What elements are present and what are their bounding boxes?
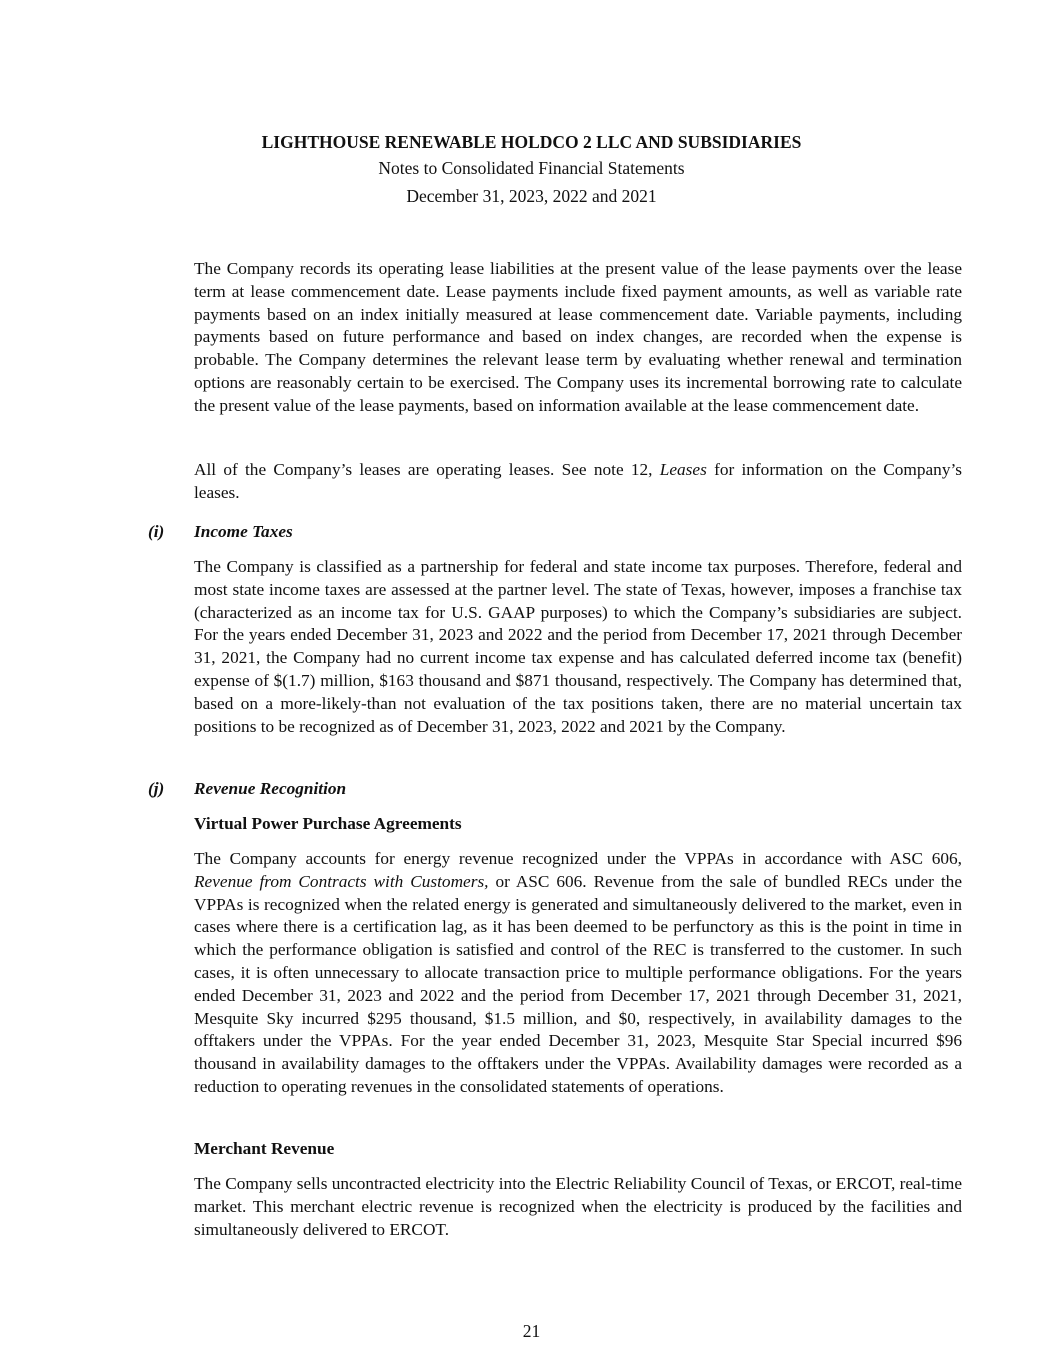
leases-paragraph-1 bbox=[194, 258, 962, 418]
vppa-text-end: or ASC 606. Revenue from the sale of bundled RECs under the VPPAs is recognized when the related energy is generated and simultaneously delivered to the market, even in cases where there is a certification lag, as it has been deemed to be perfunctory as this is the point in time in which the performance obligation is satisfied and control of the REC is transferred to the customer. In such cases, it is often unnecessary to allocate transaction price to multiple performance obligations. For the years ended December 31, 2023 and 2022 and the period from December 17, 2021 through December 31, 2021, Mesquite Sky incurred $295 thousand, $1.5 million, and $0, respectively, in availability damages to the offtakers under the VPPAs. For the year ended December 31, 2023, Mesquite Star Special incurred $96 thousand in availability damages to the offtakers under the VPPAs. Availability damages were recorded as a reduction to operating revenues in the consolidated statements of operations. bbox=[194, 871, 962, 1096]
merchant-revenue-paragraph bbox=[194, 1173, 962, 1241]
section-heading-revenue-recognition bbox=[148, 778, 948, 800]
income-taxes-paragraph bbox=[194, 556, 962, 738]
vppa-text: The Company accounts for energy revenue recognized under the VPPAs in accordance with ASC 606, bbox=[194, 849, 962, 868]
page-number: 21 bbox=[522, 1321, 541, 1341]
leases-para2-text: All of the Company’s leases are operating leases. See note 12, bbox=[194, 460, 660, 479]
subheading-merchant-revenue: Merchant Revenue bbox=[194, 1139, 335, 1158]
merchant-revenue-text: The Company sells uncontracted electricity into the Electric Reliability Council of Texas, or ERCOT, real-time market. This merchant electric revenue is recognized when the electricity is produced by the facilities and simultaneously delivered to ERCOT. bbox=[194, 1174, 962, 1239]
vppa-paragraph bbox=[194, 848, 962, 1099]
leases-para2-text-end: for information on the Company’s leases. bbox=[194, 460, 962, 502]
income-taxes-text: The Company is classified as a partnership for federal and state income tax purposes. Therefore, federal and most state income taxes are assessed at the partner level. The state of Texas, however, imposes a franchise tax (characterized as an income tax for U.S. GAAP purposes) to which the Company’s subsidiaries are subject. For the years ended December 31, 2023 and 2022 and the period from December 17, 2021 through December 31, 2021, the Company had no current income tax expense and has calculated deferred income tax (benefit) expense of $(1.7) million, $163 thousand and $871 thousand, respectively. The Company has determined that, based on a more-likely-than not evaluation of the tax positions taken, there are no material uncertain tax positions to be recognized as of December 31, 2023, 2022 and 2021 by the Company. bbox=[194, 557, 962, 736]
section-title: Income Taxes bbox=[194, 522, 293, 541]
leases-paragraph-1-text: The Company records its operating lease liabilities at the present value of the lease payments over the lease term at lease commencement date. Lease payments include fixed payment amounts, as well as variable rate payments based on an index initially measured at lease commencement date. Variable payments, including payments based on future performance and based on index changes, are recorded when the expense is probable. The Company determines the relevant lease term by evaluating whether renewal and termination options are reasonably certain to be exercised. The Company uses its incremental borrowing rate to calculate the present value of the lease payments, based on information available at the lease commencement date. bbox=[194, 259, 962, 415]
asc606-title: Revenue from Contracts with Customers, bbox=[194, 871, 489, 891]
company-name: LIGHTHOUSE RENEWABLE HOLDCO 2 LLC AND SUBSIDIARIES bbox=[261, 132, 802, 152]
section-title: Revenue Recognition bbox=[194, 779, 347, 798]
statement-dates: December 31, 2023, 2022 and 2021 bbox=[406, 186, 657, 206]
section-heading-income-taxes bbox=[148, 521, 948, 543]
section-letter: (i) bbox=[148, 522, 165, 541]
leases-paragraph-2 bbox=[194, 459, 962, 505]
section-letter: (j) bbox=[148, 779, 165, 798]
leases-note-reference: Leases bbox=[659, 460, 707, 479]
document-subtitle: Notes to Consolidated Financial Statements bbox=[378, 158, 685, 178]
subheading-vppa: Virtual Power Purchase Agreements bbox=[194, 814, 462, 833]
page-header bbox=[0, 130, 1055, 210]
